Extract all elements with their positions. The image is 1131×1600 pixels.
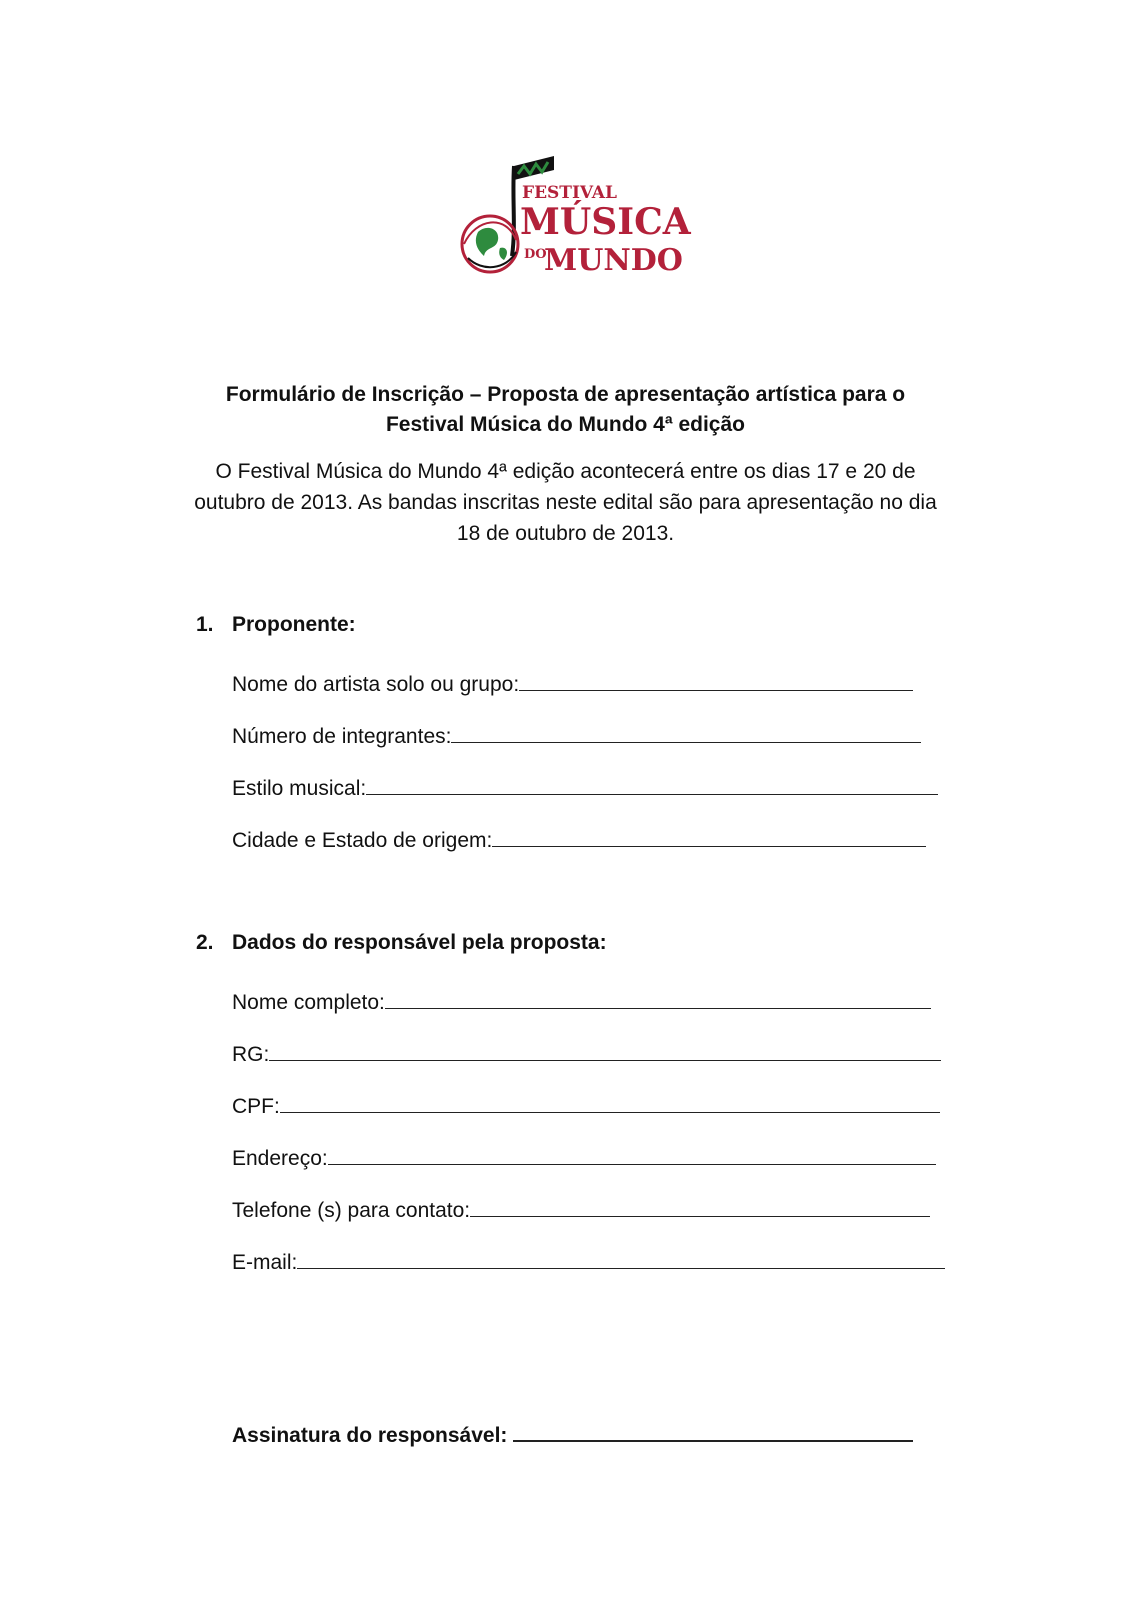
- field-label: Número de integrantes:: [232, 725, 452, 748]
- logo-note-stem: [512, 166, 514, 256]
- input-line-numero-integrantes[interactable]: [451, 722, 921, 743]
- logo-text-mundo: MUNDO: [544, 243, 683, 278]
- section-heading-responsavel: [196, 928, 607, 958]
- field-nome-artista: [232, 670, 913, 700]
- intro-line: outubro de 2013. As bandas inscritas neste edital são para apresentação no dia: [194, 491, 937, 514]
- field-label: Nome completo:: [232, 991, 385, 1014]
- input-line-email[interactable]: [297, 1248, 945, 1269]
- input-line-endereco[interactable]: [328, 1144, 936, 1165]
- field-cpf: [232, 1092, 940, 1122]
- input-line-nome-artista[interactable]: [519, 670, 913, 691]
- field-telefone: [232, 1196, 930, 1226]
- logo-globe-land: [476, 228, 498, 256]
- signature-field: [232, 1420, 913, 1451]
- input-line-telefone[interactable]: [470, 1196, 930, 1217]
- logo-text-musica: MÚSICA: [520, 201, 691, 243]
- logo-text-festival: FESTIVAL: [522, 183, 617, 203]
- field-label: Telefone (s) para contato:: [232, 1199, 471, 1222]
- section-heading-proponente: [196, 610, 356, 640]
- field-endereco: [232, 1144, 936, 1174]
- signature-label: Assinatura do responsável:: [232, 1424, 508, 1447]
- field-email: [232, 1248, 945, 1278]
- form-title-line: Formulário de Inscrição – Proposta de apresentação artística para o: [225, 383, 906, 406]
- field-estilo-musical: [232, 774, 938, 804]
- logo-globe-land-2: [499, 248, 507, 260]
- input-line-cpf[interactable]: [280, 1092, 940, 1113]
- field-label: CPF:: [232, 1095, 280, 1118]
- field-label: Cidade e Estado de origem:: [232, 829, 493, 852]
- input-line-nome-completo[interactable]: [385, 988, 931, 1009]
- form-title: [150, 380, 981, 440]
- field-nome-completo: [232, 988, 931, 1018]
- section-number: 2.: [196, 931, 214, 954]
- section-number: 1.: [196, 613, 214, 636]
- field-label: Estilo musical:: [232, 777, 367, 800]
- festival-logo: [456, 148, 691, 280]
- input-line-signature[interactable]: [513, 1420, 913, 1442]
- intro-paragraph: [150, 456, 981, 549]
- field-rg: [232, 1040, 941, 1070]
- field-cidade-estado: [232, 826, 926, 856]
- section-title: Proponente:: [232, 613, 356, 636]
- field-label: E-mail:: [232, 1251, 298, 1274]
- form-title-line: Festival Música do Mundo 4ª edição: [385, 413, 745, 436]
- logo-text-do: DO: [524, 247, 547, 262]
- field-label: Endereço:: [232, 1147, 328, 1170]
- section-title: Dados do responsável pela proposta:: [232, 931, 607, 954]
- field-label: RG:: [232, 1043, 270, 1066]
- intro-line: O Festival Música do Mundo 4ª edição acontecerá entre os dias 17 e 20 de: [215, 460, 916, 483]
- input-line-rg[interactable]: [269, 1040, 941, 1061]
- field-label: Nome do artista solo ou grupo:: [232, 673, 520, 696]
- input-line-estilo-musical[interactable]: [366, 774, 938, 795]
- field-numero-integrantes: [232, 722, 921, 752]
- intro-line: 18 de outubro de 2013.: [456, 522, 675, 545]
- input-line-cidade-estado[interactable]: [492, 826, 926, 847]
